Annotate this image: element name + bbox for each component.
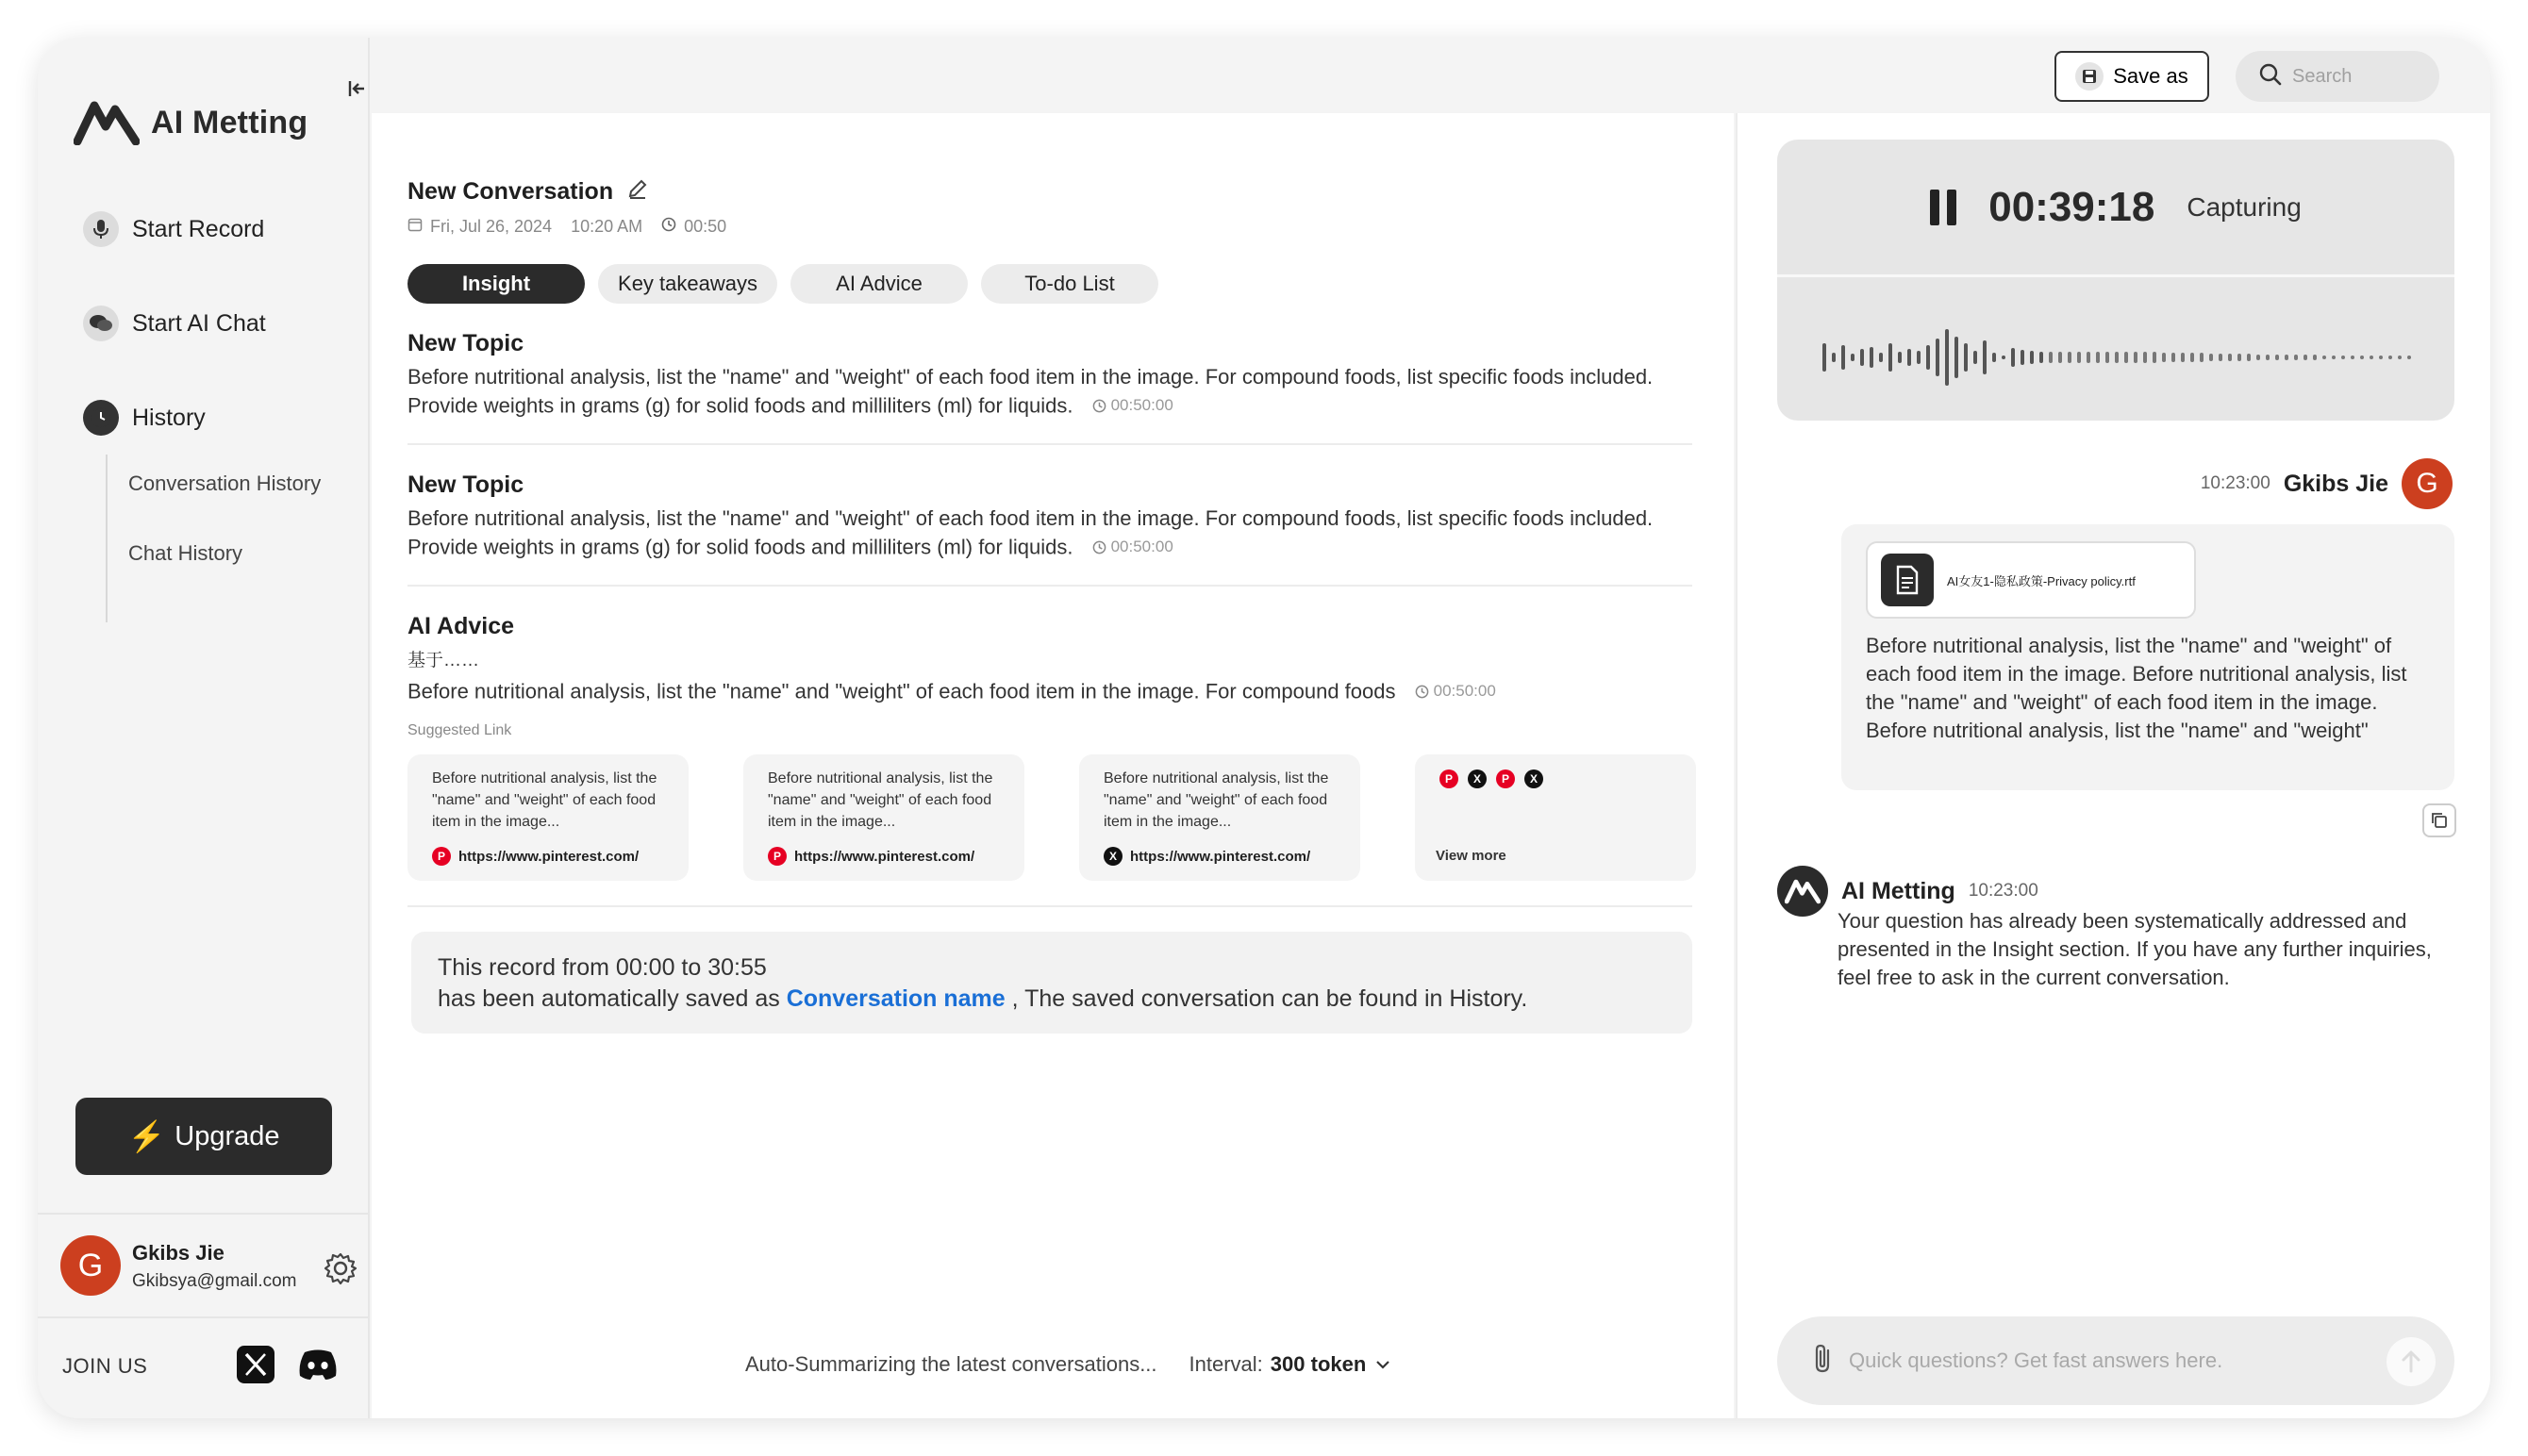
- nav-conversation-history[interactable]: Conversation History: [128, 472, 322, 495]
- waveform-bar: [2256, 355, 2260, 360]
- waveform-bar: [2181, 353, 2185, 362]
- user-message-time: 10:23:00: [2200, 473, 2270, 493]
- user-name: Gkibs Jie: [132, 1241, 225, 1265]
- copy-icon[interactable]: [2422, 803, 2456, 837]
- user-message-name: Gkibs Jie: [2283, 470, 2388, 497]
- interval-dropdown[interactable]: [1189, 1352, 1393, 1377]
- clock-small-icon: [1092, 540, 1106, 554]
- waveform-bar: [2115, 352, 2119, 363]
- audio-waveform: [1819, 324, 2422, 390]
- card-url-text: https://www.pinterest.com/: [794, 848, 975, 865]
- avatar[interactable]: G: [60, 1235, 121, 1296]
- suggested-link-card[interactable]: [743, 754, 1024, 881]
- waveform-bar: [1822, 343, 1826, 372]
- waveform-bar: [2228, 354, 2232, 361]
- conversation-title-text: New Conversation: [407, 178, 614, 205]
- topic-timestamp-text: 00:50:00: [1110, 396, 1173, 414]
- conversation-duration: 00:50: [684, 217, 727, 236]
- waveform-bar: [2407, 356, 2411, 359]
- card-url: [1104, 847, 1310, 866]
- pause-icon[interactable]: [1930, 190, 1956, 225]
- pinterest-icon: P: [1496, 769, 1515, 788]
- waveform-bar: [2247, 354, 2251, 361]
- chat-input[interactable]: [1849, 1348, 2377, 1373]
- waveform-bar: [2021, 350, 2024, 365]
- app-window: [38, 38, 2490, 1418]
- pinterest-icon: P: [1439, 769, 1458, 788]
- auto-summary-bar: [745, 1352, 1392, 1377]
- waveform-bar: [2322, 356, 2326, 359]
- ai-message-text: Your question has already been systematically addressed and presented in the Insight section. If you have any further inquiries, feel free to ask in the current conversation.: [1838, 909, 2432, 989]
- waveform-bar: [1907, 349, 1911, 366]
- interval-label: Interval:: [1189, 1352, 1263, 1376]
- topic-timestamp: [1092, 391, 1173, 420]
- chevron-down-icon: [1373, 1355, 1392, 1374]
- ai-message-time: 10:23:00: [1968, 881, 2038, 901]
- x-twitter-icon: X: [1104, 847, 1123, 866]
- nav-history-label: History: [132, 404, 206, 431]
- waveform-bar: [2285, 355, 2288, 360]
- clock-icon: [83, 400, 119, 436]
- send-arrow-icon[interactable]: [2387, 1337, 2436, 1386]
- waveform-bar: [2143, 352, 2147, 363]
- waveform-bar: [1888, 343, 1892, 372]
- ai-advice-text: Before nutritional analysis, list the "name" and "weight" of each food item in the image. For compound foods: [407, 679, 1396, 703]
- save-as-button[interactable]: [2054, 51, 2209, 102]
- ai-logo-icon: [1777, 866, 1828, 917]
- waveform-bar: [2049, 352, 2053, 363]
- conversation-date: Fri, Jul 26, 2024: [430, 217, 553, 236]
- waveform-bar: [1945, 329, 1949, 386]
- duration-clock-icon: [661, 217, 676, 237]
- x-twitter-icon[interactable]: [234, 1343, 277, 1386]
- divider: [407, 585, 1692, 587]
- upgrade-label: Upgrade: [175, 1120, 280, 1151]
- waveform-bar: [1973, 351, 1977, 364]
- waveform-bar: [2341, 356, 2345, 359]
- waveform-bar: [2200, 353, 2204, 362]
- topic-text: Before nutritional analysis, list the "name" and "weight" of each food item in the image. For compound foods, list specific foods included. Provide weights in grams (g) for solid foods and milliliters (ml) for liquids.: [407, 506, 1654, 559]
- waveform-bar: [2237, 354, 2241, 361]
- conversation-time: 10:20 AM: [571, 217, 643, 236]
- logo-icon: [74, 100, 140, 145]
- search-icon: [2258, 62, 2283, 91]
- upgrade-button[interactable]: [75, 1098, 332, 1175]
- user-profile: [38, 1213, 370, 1318]
- avatar: G: [2402, 458, 2453, 509]
- topic-title: New Topic: [407, 472, 524, 498]
- tab-todo-list[interactable]: To-do List: [981, 264, 1158, 304]
- chat-input-bar: [1777, 1316, 2454, 1405]
- conversation-panel: [372, 113, 1734, 1418]
- waveform-bar: [2294, 355, 2298, 360]
- search-box: [2236, 51, 2439, 102]
- waveform-bar: [2219, 354, 2222, 361]
- source-icons: [1439, 769, 1671, 788]
- suggested-link-card[interactable]: [407, 754, 689, 881]
- topic-item: [407, 330, 1692, 421]
- card-url: [432, 847, 639, 866]
- clock-small-icon: [1092, 399, 1106, 413]
- clock-small-icon: [1415, 685, 1429, 699]
- recorder-header: [1777, 140, 2454, 277]
- waveform-bar: [2124, 352, 2128, 363]
- waveform-bar: [1841, 345, 1845, 370]
- waveform-bar: [1983, 340, 1987, 374]
- waveform-bar: [2096, 352, 2100, 363]
- recorder-card: [1777, 140, 2454, 421]
- notice-line-2: [438, 984, 1666, 1015]
- file-attachment[interactable]: [1866, 541, 2196, 619]
- recording-status: Capturing: [2187, 191, 2302, 222]
- waveform-bar: [1954, 337, 1958, 378]
- calendar-icon: [407, 217, 423, 237]
- waveform-bar: [1964, 343, 1968, 372]
- nav-start-ai-chat[interactable]: [83, 306, 266, 341]
- conversation-meta: [407, 217, 726, 237]
- ai-advice-section: [407, 613, 1692, 706]
- waveform-bar: [2351, 356, 2354, 359]
- card-text: Before nutritional analysis, list the "name" and "weight" of each food item in the image...: [432, 770, 657, 830]
- pinterest-icon: P: [432, 847, 451, 866]
- collapse-sidebar-icon[interactable]: [340, 72, 374, 106]
- waveform-bar: [2058, 352, 2062, 363]
- tab-ai-advice[interactable]: AI Advice: [790, 264, 968, 304]
- ai-chat-panel: [1736, 113, 2490, 1418]
- notice-line-1: This record from 00:00 to 30:55: [438, 954, 767, 981]
- nav-start-ai-chat-label: Start AI Chat: [132, 309, 266, 337]
- waveform-bar: [2068, 352, 2071, 363]
- tab-insight[interactable]: Insight: [407, 264, 585, 304]
- waveform-bar: [2313, 355, 2317, 360]
- nav-chat-history[interactable]: Chat History: [128, 541, 243, 565]
- ai-advice-body: [407, 677, 1692, 706]
- topic-title: New Topic: [407, 330, 524, 356]
- search-input[interactable]: [2292, 66, 2434, 88]
- conversation-name-link[interactable]: Conversation name: [786, 985, 1006, 1012]
- card-text: Before nutritional analysis, list the "name" and "weight" of each food item in the image...: [768, 770, 993, 830]
- conversation-tabs: [407, 264, 1158, 304]
- waveform-bar: [2171, 353, 2175, 362]
- view-more-card[interactable]: [1415, 754, 1696, 881]
- ai-advice-prefix: 基于……: [407, 651, 480, 670]
- pinterest-icon: P: [768, 847, 787, 866]
- app-logo: [74, 100, 308, 145]
- waveform-bar: [2370, 356, 2373, 359]
- waveform-bar: [1879, 353, 1883, 362]
- topic-item: [407, 472, 1692, 562]
- waveform-bar: [2190, 353, 2194, 362]
- waveform-bar: [2266, 355, 2270, 360]
- ai-advice-timestamp-text: 00:50:00: [1433, 682, 1496, 700]
- auto-save-notice: [411, 932, 1692, 1034]
- recording-timer: 00:39:18: [1988, 183, 2155, 230]
- waveform-bar: [1926, 345, 1930, 370]
- save-as-label: Save as: [2113, 64, 2188, 88]
- nav-start-record[interactable]: [83, 211, 264, 247]
- card-url-text: https://www.pinterest.com/: [1130, 848, 1311, 865]
- ai-message-name: AI Metting: [1841, 877, 1955, 904]
- user-email: Gkibsya@gmail.com: [132, 1271, 297, 1291]
- x-twitter-icon: X: [1524, 769, 1543, 788]
- topic-timestamp: [1092, 533, 1173, 561]
- divider: [407, 443, 1692, 445]
- x-twitter-icon: X: [1468, 769, 1487, 788]
- auto-summary-text: Auto-Summarizing the latest conversations...: [745, 1352, 1157, 1376]
- user-message-header: [2201, 458, 2453, 509]
- suggested-link-card[interactable]: [1079, 754, 1360, 881]
- nav-history[interactable]: [83, 400, 206, 436]
- topic-body: [407, 505, 1692, 562]
- paperclip-icon[interactable]: [1811, 1343, 1836, 1380]
- nav-start-record-label: Start Record: [132, 215, 265, 242]
- waveform-bar: [1851, 354, 1854, 361]
- waveform-bar: [2105, 352, 2109, 363]
- sidebar: [38, 38, 370, 1418]
- waveform-bar: [2153, 352, 2156, 363]
- waveform-bar: [1898, 352, 1902, 363]
- document-icon: [1881, 554, 1934, 606]
- waveform-bar: [1992, 353, 1996, 362]
- waveform-bar: [2134, 352, 2137, 363]
- history-sub-line: [106, 455, 108, 622]
- conversation-title: [407, 177, 649, 207]
- gear-icon[interactable]: [323, 1250, 358, 1286]
- notice-prefix: has been automatically saved as: [438, 985, 780, 1012]
- lightning-icon: ⚡: [127, 1119, 166, 1153]
- topic-body: [407, 363, 1692, 421]
- waveform-bar: [1936, 339, 1939, 376]
- join-us-label: JOIN US: [62, 1354, 148, 1378]
- top-bar: [372, 38, 2490, 113]
- waveform-bar: [2360, 356, 2364, 359]
- divider: [407, 905, 1692, 907]
- waveform-bar: [2379, 356, 2383, 359]
- notice-suffix: , The saved conversation can be found in History.: [1011, 985, 1528, 1012]
- view-more-link[interactable]: View more: [1436, 848, 1506, 864]
- waveform-bar: [2388, 356, 2392, 359]
- waveform-bar: [2039, 352, 2043, 363]
- waveform-bar: [2030, 351, 2034, 364]
- chat-icon: [83, 306, 119, 341]
- card-url: [768, 847, 974, 866]
- card-text: Before nutritional analysis, list the "name" and "weight" of each food item in the image...: [1104, 770, 1329, 830]
- waveform-bar: [2209, 354, 2213, 361]
- waveform-bar: [2077, 352, 2081, 363]
- topic-text: Before nutritional analysis, list the "name" and "weight" of each food item in the image. For compound foods, list specific foods included. Provide weights in grams (g) for solid foods and milliliters (ml) for liquids.: [407, 365, 1654, 418]
- microphone-icon: [83, 211, 119, 247]
- user-message-bubble: [1841, 524, 2454, 790]
- file-name: AI女友1-隐私政策-Privacy policy.rtf: [1947, 573, 2136, 588]
- waveform-bar: [2303, 355, 2307, 360]
- interval-value: 300 token: [1270, 1352, 1367, 1376]
- tab-key-takeaways[interactable]: Key takeaways: [598, 264, 777, 304]
- topic-timestamp-text: 00:50:00: [1110, 538, 1173, 555]
- waveform-bar: [1860, 349, 1864, 366]
- waveform-bar: [2002, 356, 2005, 359]
- card-url-text: https://www.pinterest.com/: [458, 848, 640, 865]
- edit-pencil-icon[interactable]: [626, 177, 649, 207]
- waveform-bar: [1917, 351, 1921, 364]
- suggested-link-label: Suggested Link: [407, 722, 512, 738]
- user-message-text: Before nutritional analysis, list the "name" and "weight" of each food item in the image. Before nutritional analysis, list the "name" and "weight" of each food item in the image. Before nutritional analysis, list the "name" and "weight": [1866, 634, 2407, 742]
- waveform-bar: [2398, 356, 2402, 359]
- waveform-bar: [2011, 348, 2015, 367]
- ai-advice-timestamp: [1415, 677, 1496, 705]
- waveform-bar: [2087, 352, 2090, 363]
- ai-advice-title: AI Advice: [407, 613, 515, 639]
- app-name: AI Metting: [151, 104, 308, 141]
- discord-icon[interactable]: [296, 1343, 340, 1386]
- waveform-bar: [2162, 353, 2166, 362]
- waveform-bar: [2332, 356, 2336, 359]
- waveform-bar: [2275, 355, 2279, 360]
- waveform-bar: [1832, 353, 1836, 362]
- floppy-disk-icon: [2075, 62, 2104, 91]
- waveform-bar: [1870, 347, 1873, 368]
